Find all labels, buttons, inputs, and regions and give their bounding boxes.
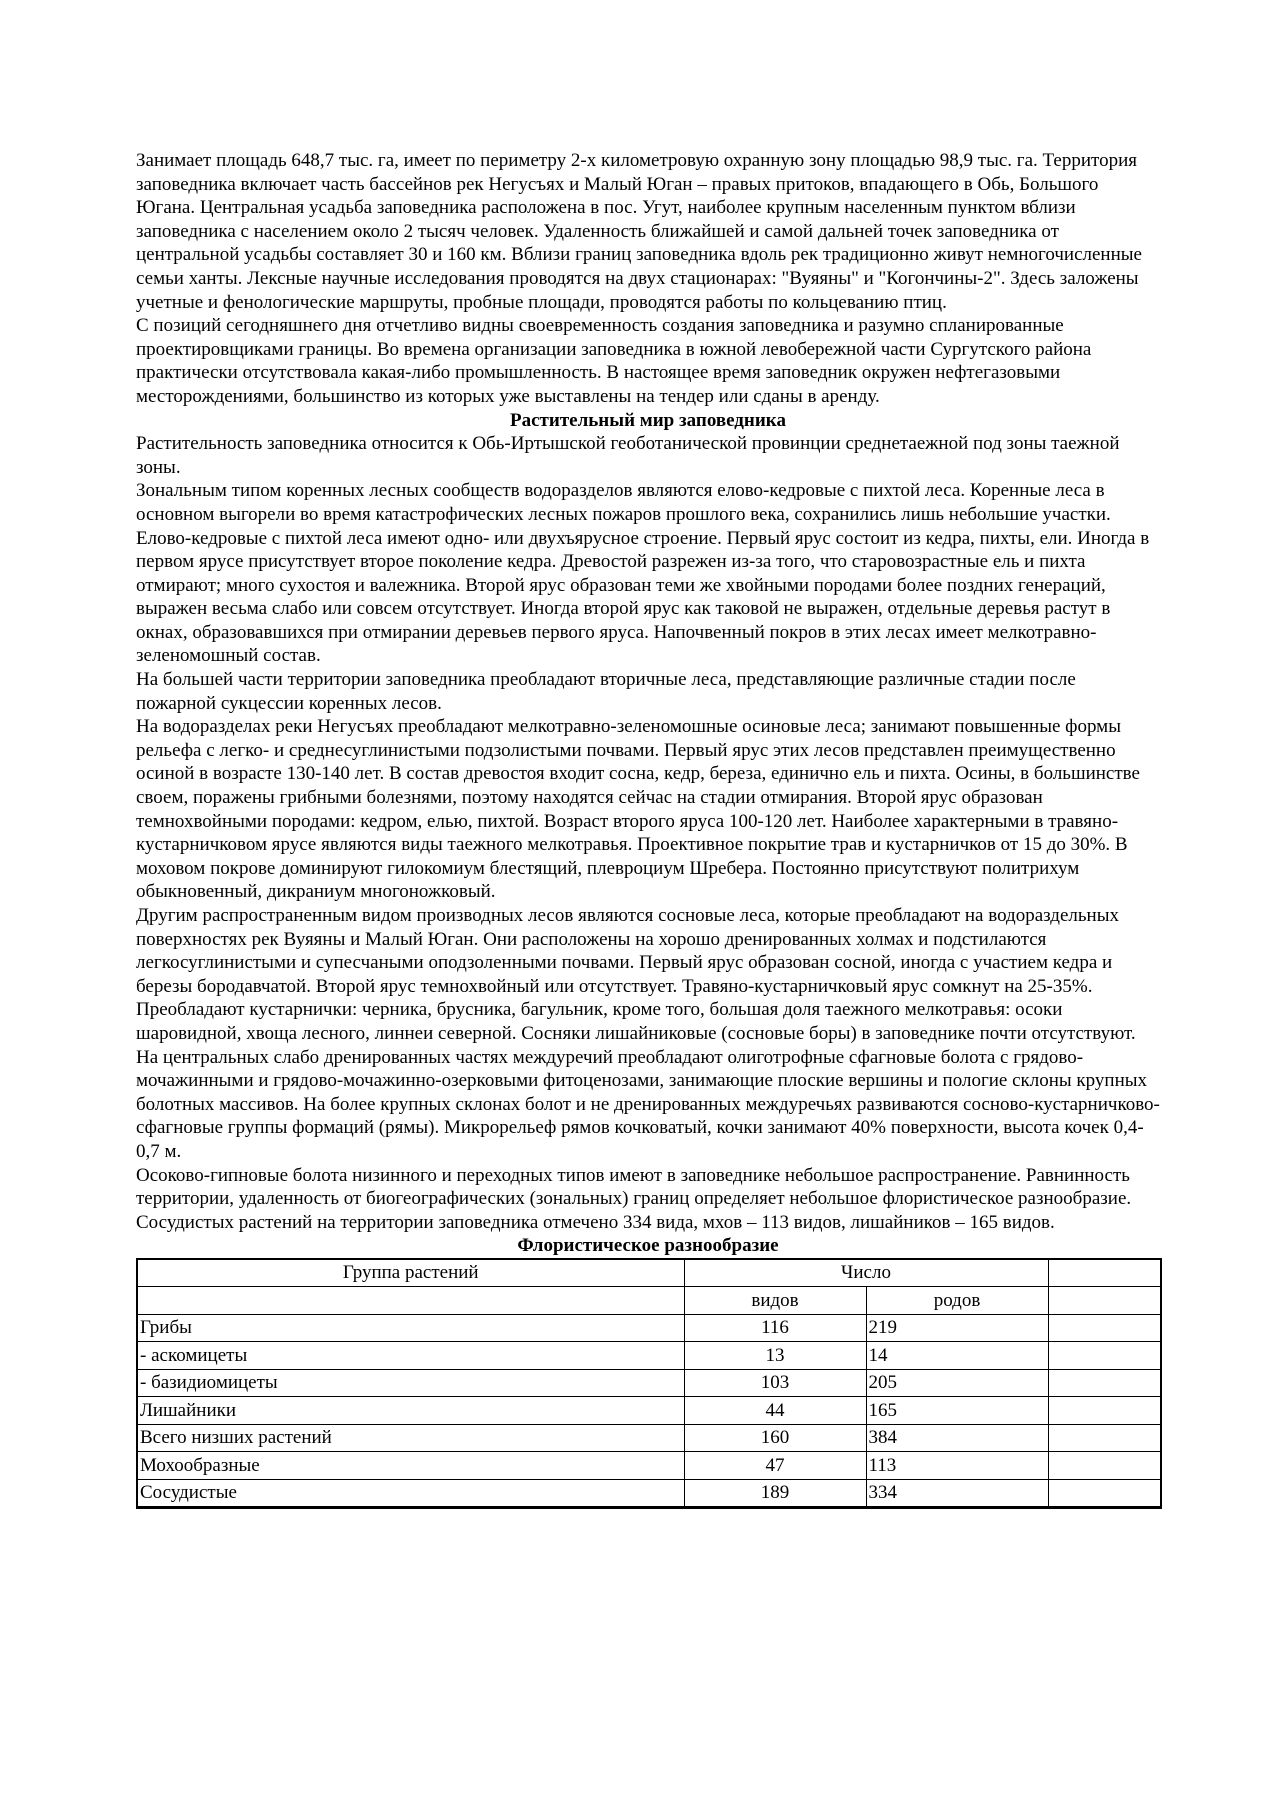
paragraph: На центральных слабо дренированных частях междуречий преобладают олиготрофные сфагновые болота с грядово-мочажинными и грядово-мочажинно-озерковыми фитоценозами, занимающие плоские вершины и пологие склоны крупных болотных массивов. На более крупных склонах болот и не дренированных междуречьях развиваются сосново-кустарничково-сфагновые группы формаций (рямы). Микрорельеф рямов кочковатый, кочки занимают 40% поверхности, высота кочек 0,4-0,7 м. — [136, 1046, 1160, 1162]
cell-group: Сосудистые — [137, 1479, 684, 1508]
cell-genera: 219 — [866, 1314, 1048, 1342]
empty-cell — [137, 1287, 684, 1315]
paragraph: На большей части территории заповедника преобладают вторичные леса, представляющие различные стадии после пожарной сукцессии коренных лесов. — [136, 669, 1076, 714]
empty-cell — [1048, 1314, 1161, 1342]
empty-cell — [1048, 1259, 1161, 1287]
header-genera: родов — [866, 1287, 1048, 1315]
cell-species: 160 — [684, 1424, 866, 1452]
table-header-row — [137, 1259, 1161, 1287]
cell-genera: 113 — [866, 1452, 1048, 1480]
cell-group: - базидиомицеты — [137, 1369, 684, 1397]
paragraph: На водоразделах реки Негусъях преобладают мелкотравно-зеленомошные осиновые леса; занимают повышенные формы рельефа с легко- и среднесуглинистыми подзолистыми почвами. Первый ярус этих лесов представлен преимущественно осиной в возрасте 130-140 лет. В состав древостоя входит сосна, кедр, береза, единично ель и пихта. Осины, в большинстве своем, поражены грибными болезнями, поэтому находятся сейчас на стадии отмирания. Второй ярус образован темнохвойными породами: кедром, елью, пихтой. Возраст второго яруса 100-120 лет. Наиболее характерными в травяно-кустарничковом ярусе являются виды таежного мелкотравья. Проективное покрытие трав и кустарничков от 15 до 30%. В моховом покрове доминируют гилокомиум блестящий, плевроциум Шребера. Постоянно присутствуют политрихум обыкновенный, дикраниум многоножковый. — [136, 716, 1140, 903]
paragraph: Осоково-гипновые болота низинного и переходных типов имеют в заповеднике небольшое распространение. Равнинность территории, удаленность от биогеографических (зональных) границ определяет небольшое флористическое разнообразие. Сосудистых растений на территории заповедника отмечено 334 вида, мхов – 113 видов, лишайников – 165 видов. — [136, 1164, 1132, 1233]
empty-cell — [1048, 1397, 1161, 1425]
paragraph: Растительность заповедника относится к Обь-Иртышской геоботанической провинции среднетаежной под зоны таежной зоны. — [136, 433, 1120, 478]
cell-species: 116 — [684, 1314, 866, 1342]
empty-cell — [1048, 1342, 1161, 1370]
flora-table — [136, 1258, 1162, 1510]
paragraph: Зональным типом коренных лесных сообществ водоразделов являются елово-кедровые с пихтой леса. Коренные леса в основном выгорели во время катастрофических лесных пожаров прошлого века, сохранились лишь небольшие участки. Елово-кедровые с пихтой леса имеют одно- или двухъярусное строение. Первый ярус состоит из кедра, пихты, ели. Иногда в первом ярусе присутствует второе поколение кедра. Древостой разрежен из-за того, что старовозрастные ель и пихта отмирают; много сухостоя и валежника. Второй ярус образован теми же хвойными породами более поздних генераций, выражен весьма слабо или совсем отсутствует. Иногда второй ярус как таковой не выражен, отдельные деревья растут в окнах, образовавшихся при отмирании деревьев первого яруса. Напочвенный покров в этих лесах имеет мелкотравно-зеленомошный состав. — [136, 480, 1150, 667]
empty-cell — [1048, 1369, 1161, 1397]
empty-cell — [1048, 1424, 1161, 1452]
cell-genera: 14 — [866, 1342, 1048, 1370]
table-row — [137, 1424, 1161, 1452]
table-row — [137, 1314, 1161, 1342]
cell-species: 103 — [684, 1369, 866, 1397]
cell-group: Мохообразные — [137, 1452, 684, 1480]
section-heading: Растительный мир заповедника — [510, 409, 786, 431]
empty-cell — [1048, 1479, 1161, 1508]
cell-group: - аскомицеты — [137, 1342, 684, 1370]
cell-group: Грибы — [137, 1314, 684, 1342]
document-page — [136, 149, 1160, 1509]
cell-group: Лишайники — [137, 1397, 684, 1425]
table-row — [137, 1342, 1161, 1370]
table-title: Флористическое разнообразие — [517, 1235, 779, 1257]
empty-cell — [1048, 1452, 1161, 1480]
table-subheader-row — [137, 1287, 1161, 1315]
cell-species: 44 — [684, 1397, 866, 1425]
header-species: видов — [684, 1287, 866, 1315]
empty-cell — [1048, 1287, 1161, 1315]
cell-genera: 165 — [866, 1397, 1048, 1425]
cell-group: Всего низших растений — [137, 1424, 684, 1452]
paragraph: Другим распространенным видом производных лесов являются сосновые леса, которые преобладают на водораздельных поверхностях рек Вуяяны и Малый Юган. Они расположены на хорошо дренированных холмах и подстилаются легкосуглинистыми и супесчаными оподзоленными почвами. Первый ярус образован сосной, иногда с участием кедра и березы бородавчатой. Второй ярус темнохвойный или отсутствует. Травяно-кустарничковый ярус сомкнут на 25-35%. Преобладают кустарнички: черника, брусника, багульник, кроме того, большая доля таежного мелкотравья: осоки шаровидной, хвоща лесного, линнеи северной. Сосняки лишайниковые (сосновые боры) в заповеднике почти отсутствуют. — [136, 905, 1136, 1044]
cell-genera: 334 — [866, 1479, 1048, 1508]
table-row — [137, 1369, 1161, 1397]
paragraph: С позиций сегодняшнего дня отчетливо видны своевременность создания заповедника и разумно спланированные проектировщиками границы. Во времена организации заповедника в южной левобережной части Сургутского района практически отсутствовала какая-либо промышленность. В настоящее время заповедник окружен нефтегазовыми месторождениями, большинство из которых уже выставлены на тендер или сданы в аренду. — [136, 315, 1092, 407]
cell-genera: 205 — [866, 1369, 1048, 1397]
header-number: Число — [684, 1259, 1048, 1287]
table-row — [137, 1452, 1161, 1480]
table-row — [137, 1479, 1161, 1508]
cell-species: 13 — [684, 1342, 866, 1370]
table-row — [137, 1397, 1161, 1425]
cell-species: 189 — [684, 1479, 866, 1508]
paragraph: Занимает площадь 648,7 тыс. га, имеет по периметру 2-х километровую охранную зону площадью 98,9 тыс. га. Территория заповедника включает часть бассейнов рек Негусъях и Малый Юган – правых притоков, впадающего в Обь, Большого Югана. Центральная усадьба заповедника расположена в пос. Угут, наиболее крупным населенным пунктом вблизи заповедника с населением около 2 тысяч человек. Удаленность ближайшей и самой дальней точек заповедника от центральной усадьбы составляет 30 и 160 км. Вблизи границ заповедника вдоль рек традиционно живут немногочисленные семьи ханты. Лексные научные исследования проводятся на двух стационарах: "Вуяяны" и "Когончины-2". Здесь заложены учетные и фенологические маршруты, пробные площади, проводятся работы по кольцеванию птиц. — [136, 150, 1142, 313]
cell-species: 47 — [684, 1452, 866, 1480]
cell-genera: 384 — [866, 1424, 1048, 1452]
header-group: Группа растений — [137, 1259, 684, 1287]
